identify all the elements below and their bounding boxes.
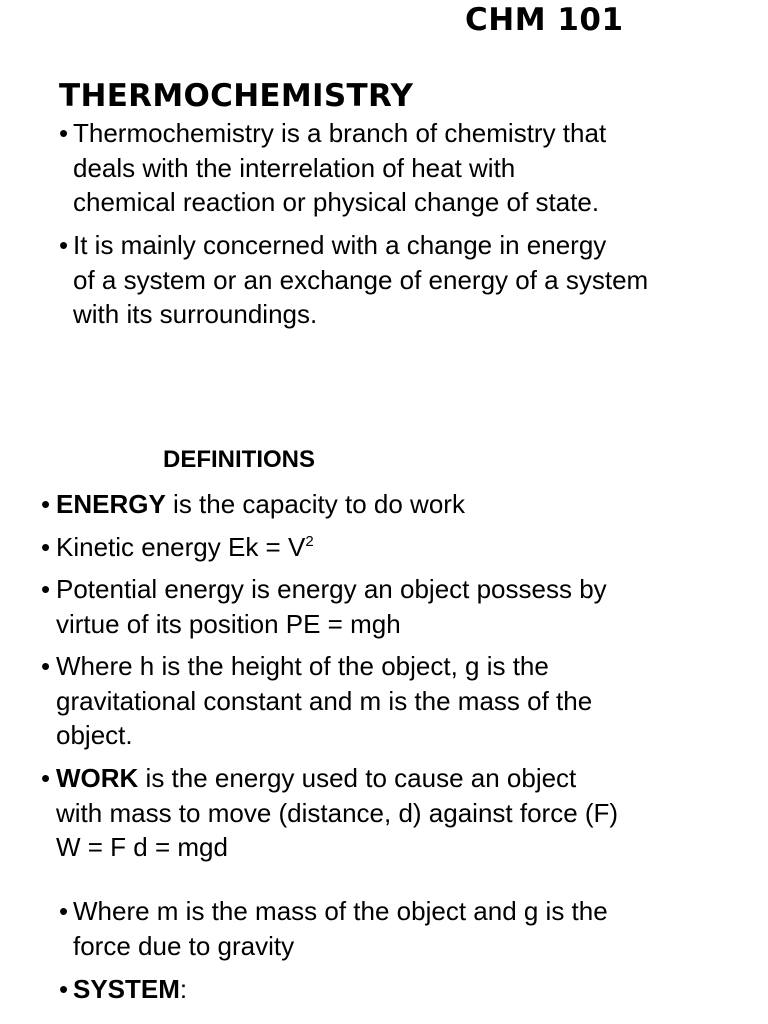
bullet-icon: • bbox=[59, 118, 69, 148]
intro-bullet-scope bbox=[59, 228, 648, 332]
text-line: Where h is the height of the object, g is the bbox=[56, 651, 549, 681]
term-work: WORK bbox=[56, 763, 139, 793]
text-line: It is mainly concerned with a change in energy bbox=[73, 230, 607, 260]
bullet-icon: • bbox=[41, 763, 51, 793]
text-line: W = F d = mgd bbox=[56, 832, 228, 862]
definition-energy bbox=[41, 487, 465, 522]
definition-text: is the energy used to cause an object bbox=[138, 763, 577, 793]
text-line: chemical reaction or physical change of state. bbox=[73, 187, 600, 217]
bullet-icon: • bbox=[59, 974, 69, 1004]
intro-bullet-definition bbox=[59, 116, 606, 220]
definitions-heading: DEFINITIONS bbox=[163, 446, 316, 473]
text-line: with its surroundings. bbox=[73, 299, 318, 329]
bullet-icon: • bbox=[41, 651, 51, 681]
course-code: CHM 101 bbox=[465, 2, 624, 38]
text-line: object. bbox=[56, 720, 133, 750]
text-line: with mass to move (distance, d) against force (F) bbox=[56, 797, 619, 828]
text-line: Potential energy is energy an object possess by bbox=[56, 574, 607, 604]
definition-work bbox=[41, 761, 618, 865]
definition-text: Kinetic energy Ek = V bbox=[56, 532, 306, 562]
text-line: force due to gravity bbox=[73, 930, 295, 961]
text-line: gravitational constant and m is the mass of the bbox=[56, 685, 593, 716]
definition-text: is the capacity to do work bbox=[165, 489, 465, 519]
term-energy: ENERGY bbox=[56, 489, 166, 519]
text-line: virtue of its position PE = mgh bbox=[56, 608, 401, 639]
definition-system bbox=[59, 972, 187, 1007]
definition-where-h bbox=[41, 649, 592, 753]
bullet-icon: • bbox=[59, 230, 69, 260]
superscript: 2 bbox=[305, 533, 314, 550]
text-line: deals with the interrelation of heat with bbox=[73, 152, 516, 183]
bullet-icon: • bbox=[41, 574, 51, 604]
bullet-icon: • bbox=[41, 532, 51, 562]
definition-potential-energy bbox=[41, 572, 607, 641]
definition-kinetic-energy bbox=[41, 530, 314, 565]
text-line: Where m is the mass of the object and g is the bbox=[73, 896, 608, 926]
text-line: Thermochemistry is a branch of chemistry that bbox=[73, 118, 607, 148]
definition-text: : bbox=[179, 974, 188, 1004]
bullet-icon: • bbox=[59, 896, 69, 926]
page-title: THERMOCHEMISTRY bbox=[59, 78, 414, 114]
bullet-icon: • bbox=[41, 489, 51, 519]
text-line: of a system or an exchange of energy of a system bbox=[73, 264, 649, 295]
term-system: SYSTEM bbox=[73, 974, 180, 1004]
definition-where-m bbox=[59, 894, 608, 963]
